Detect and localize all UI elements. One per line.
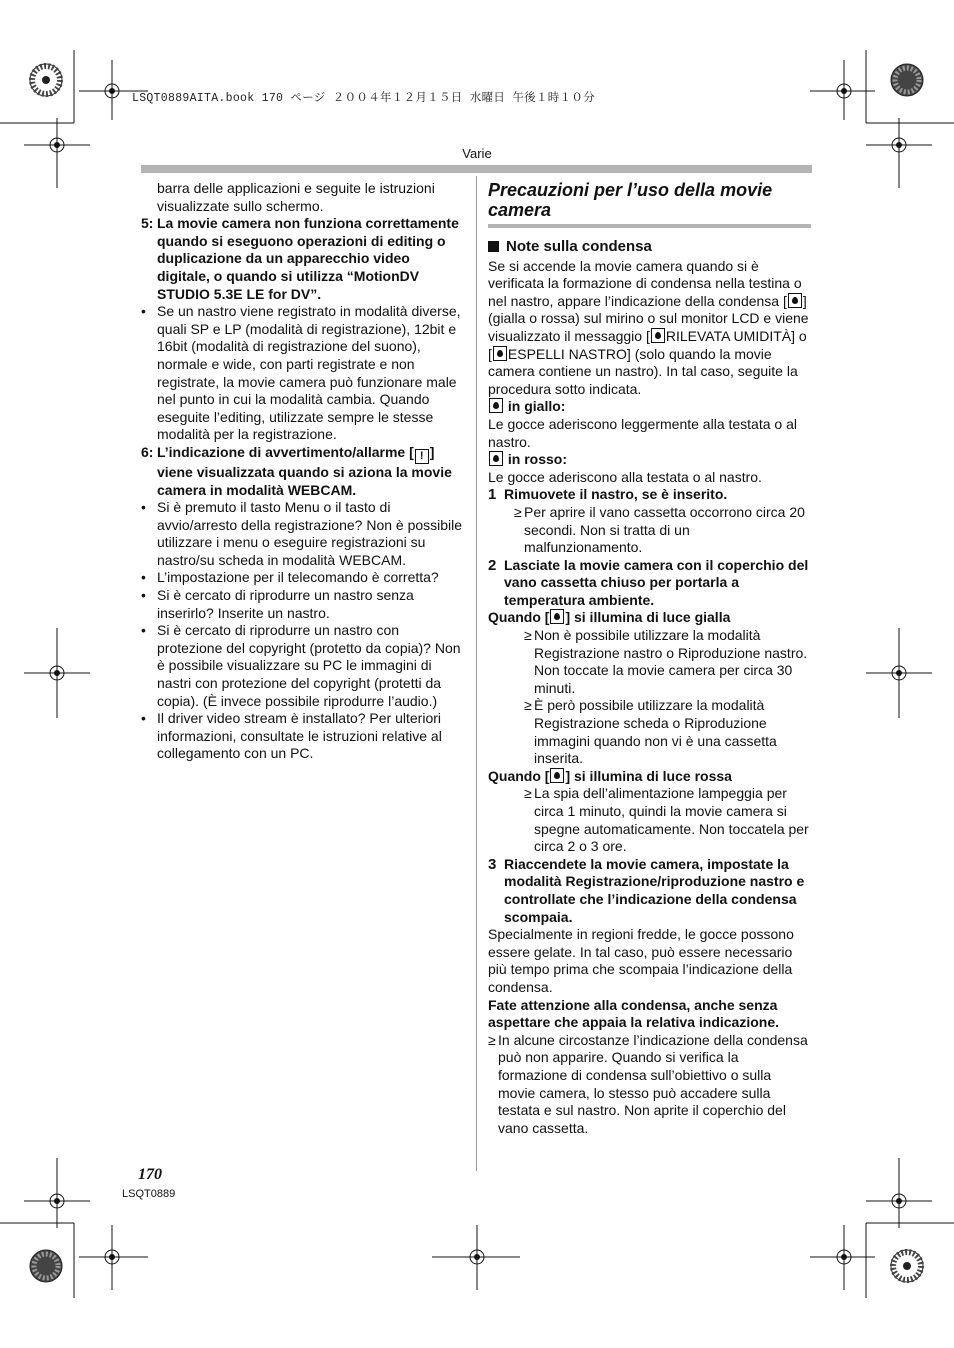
bullet-text: Si è premuto il tasto Menu o il tasto di avvio/arresto della registrazione? Non è possibile utilizzare i menu o eseguire registrazioni su nastro/su scheda in modalità WEBCAM. [157,499,463,568]
step-1 [488,486,811,504]
subheading: Note sulla condensa [488,238,811,256]
list-item [488,1032,811,1138]
item-number: 5: [141,215,154,232]
page-number: 170 [138,1166,162,1183]
condensation-icon [493,346,507,361]
condensation-icon [489,398,503,413]
condensation-icon [788,293,802,308]
yellow-text: Le gocce aderiscono leggermente alla testata o al nastro. [488,415,797,450]
list-item [141,587,465,622]
heading-rule [488,224,811,228]
item-number: 6: [141,443,154,460]
item-heading: L’indicazione di avvertimento/allarme [ ! ] viene visualizzata quando si aziona la movie camera in modalità WEBCAM. [157,443,452,498]
left-column [141,180,465,763]
section-title: Varie [462,146,492,161]
document-code: LSQT0889 [122,1188,176,1200]
list-item [514,504,811,557]
square-bullet-icon [488,241,499,252]
bullet-text: Si è cercato di riprodurre un nastro senza inserirlo? Inserite un nastro. [157,587,414,621]
bullet-text: L’impostazione per il telecomando è corretta? [157,569,439,586]
bullet-text: Il driver video stream è installato? Per ulteriori informazioni, consultate le istruzioni relative al collegamento con un PC. [157,710,442,762]
intro-paragraph: Se si accende la movie camera quando si è verificata la formazione di condensa nella testina o nel nastro, appare l’indicazione della condensa [ ] (gialla o rossa) sul mirino o sul monitor LCD e viene visualizzato il messaggio [ RILEVATA UMIDITÀ] o [ ESPELLI NASTRO] (solo quando la movie camera contiene un nastro). In tal caso, seguite la procedura sotto indicata. [488,257,809,397]
step-text: Rimuovete il nastro, se è inserito. [504,486,728,503]
item-heading: La movie camera non funziona correttamente quando si eseguono operazioni di editing o duplicazione da un apparecchio video digitale, o quando si utilizza “MotionDV STUDIO 5.3E LE for DV”. [157,215,459,302]
list-item [524,627,811,697]
bullet: ≥ [524,627,532,644]
step-3 [488,856,811,926]
item-6 [141,444,465,499]
column-divider [476,176,477,1171]
when-red-notes [488,785,811,855]
warning-text: Fate attenzione alla condensa, anche senza aspettare che appaia la relativa indicazione. [488,996,780,1031]
step-1-notes [488,504,811,557]
list-item [141,622,465,710]
bullet: ≥ [524,785,532,802]
print-header: LSQT0889AITA.book 170 ページ ２００４年１２月１５日 水曜日 午後１時１０分 [132,92,595,105]
bullet: ≥ [488,1031,496,1048]
condensation-icon [550,609,564,624]
bullet: • [141,710,146,727]
when-red-heading: Quando [ ] si illumina di luce rossa [488,767,732,784]
cold-regions-text: Specialmente in regioni fredde, le gocce possono essere gelate. In tal caso, può essere necessario più tempo prima che scompaia l’indicazione della condensa. [488,926,794,995]
page-heading: Precauzioni per l’uso della movie camera [488,180,773,220]
when-yellow-heading: Quando [ ] si illumina di luce gialla [488,609,731,626]
bullet: ≥ [524,697,532,714]
list-item [524,697,811,767]
warning-icon: ! [415,449,429,464]
intro-text: barra delle applicazioni e seguite le istruzioni visualizzate sullo schermo. [157,180,435,214]
step-number: 3 [488,855,497,873]
right-column [488,180,811,1137]
bullet: • [141,499,146,516]
bullet: • [141,569,146,586]
red-label: in rosso: [488,451,811,469]
step-text: Lasciate la movie camera con il coperchio del vano cassetta chiuso per portarla a temperatura ambiente. [504,556,809,608]
condensation-icon [550,768,564,783]
when-yellow-notes [488,627,811,768]
step-2 [488,557,811,610]
bullet-text: Se un nastro viene registrato in modalità diverse, quali SP e LP (modalità di registrazione), 12bit e 16bit (modalità di registrazione del suono), normale e wide, con parti registrate e non registrate, la movie camera può funzionare male nel punto in cui la modalità cambia. Quando eseguite l’editing, utilizzate sempre le stesse modalità per la registrazione. [157,303,461,443]
step-text: Riaccendete la movie camera, impostate la modalità Registrazione/riproduzione nastro e controllate che l’indicazione della condensa scompaia. [504,855,805,925]
step-number: 2 [488,556,497,574]
yellow-label: in giallo: [488,398,811,416]
step-number: 1 [488,486,497,504]
bullet: • [141,622,146,639]
item-5 [141,215,465,303]
list-item [141,710,465,763]
list-item [524,785,811,855]
bullet-text: È però possibile utilizzare la modalità Registrazione scheda o Riproduzione immagini quando non vi è una cassetta inserita. [534,697,777,767]
header-rule [141,165,812,173]
list-item [141,499,465,569]
bullet: ≥ [514,503,522,520]
condensation-icon [651,328,665,343]
bullet-text: Per aprire il vano cassetta occorrono circa 20 secondi. Non si tratta di un malfunzionamento. [524,503,805,556]
list-item [141,569,465,587]
bullet-text: In alcune circostanze l’indicazione della condensa può non apparire. Quando si verifica la formazione di condensa sull’obiettivo o sulla movie camera, lo stesso può accadere sulla testata e sul nastro. Non aprite il coperchio del vano cassetta. [498,1031,808,1136]
bullet: • [141,587,146,604]
bullet-text: Si è cercato di riprodurre un nastro con protezione del copyright (protetto da copia)? Non è possibile visualizzare su PC le immagini di nastri con protezione del copyright (protetti da copia). (È invece possibile riprodurre l’audio.) [157,622,461,709]
list-item [141,303,465,444]
bullet: • [141,303,146,320]
condensation-icon [489,451,503,466]
bullet-text: Non è possibile utilizzare la modalità Registrazione nastro o Riproduzione nastro. Non toccate la movie camera per circa 30 minuti. [534,627,808,696]
red-text: Le gocce aderiscono alla testata o al nastro. [488,468,762,485]
bullet-text: La spia dell’alimentazione lampeggia per circa 1 minuto, quindi la movie camera si spegne automaticamente. Non toccatela per circa 2 o 3 ore. [534,785,809,855]
